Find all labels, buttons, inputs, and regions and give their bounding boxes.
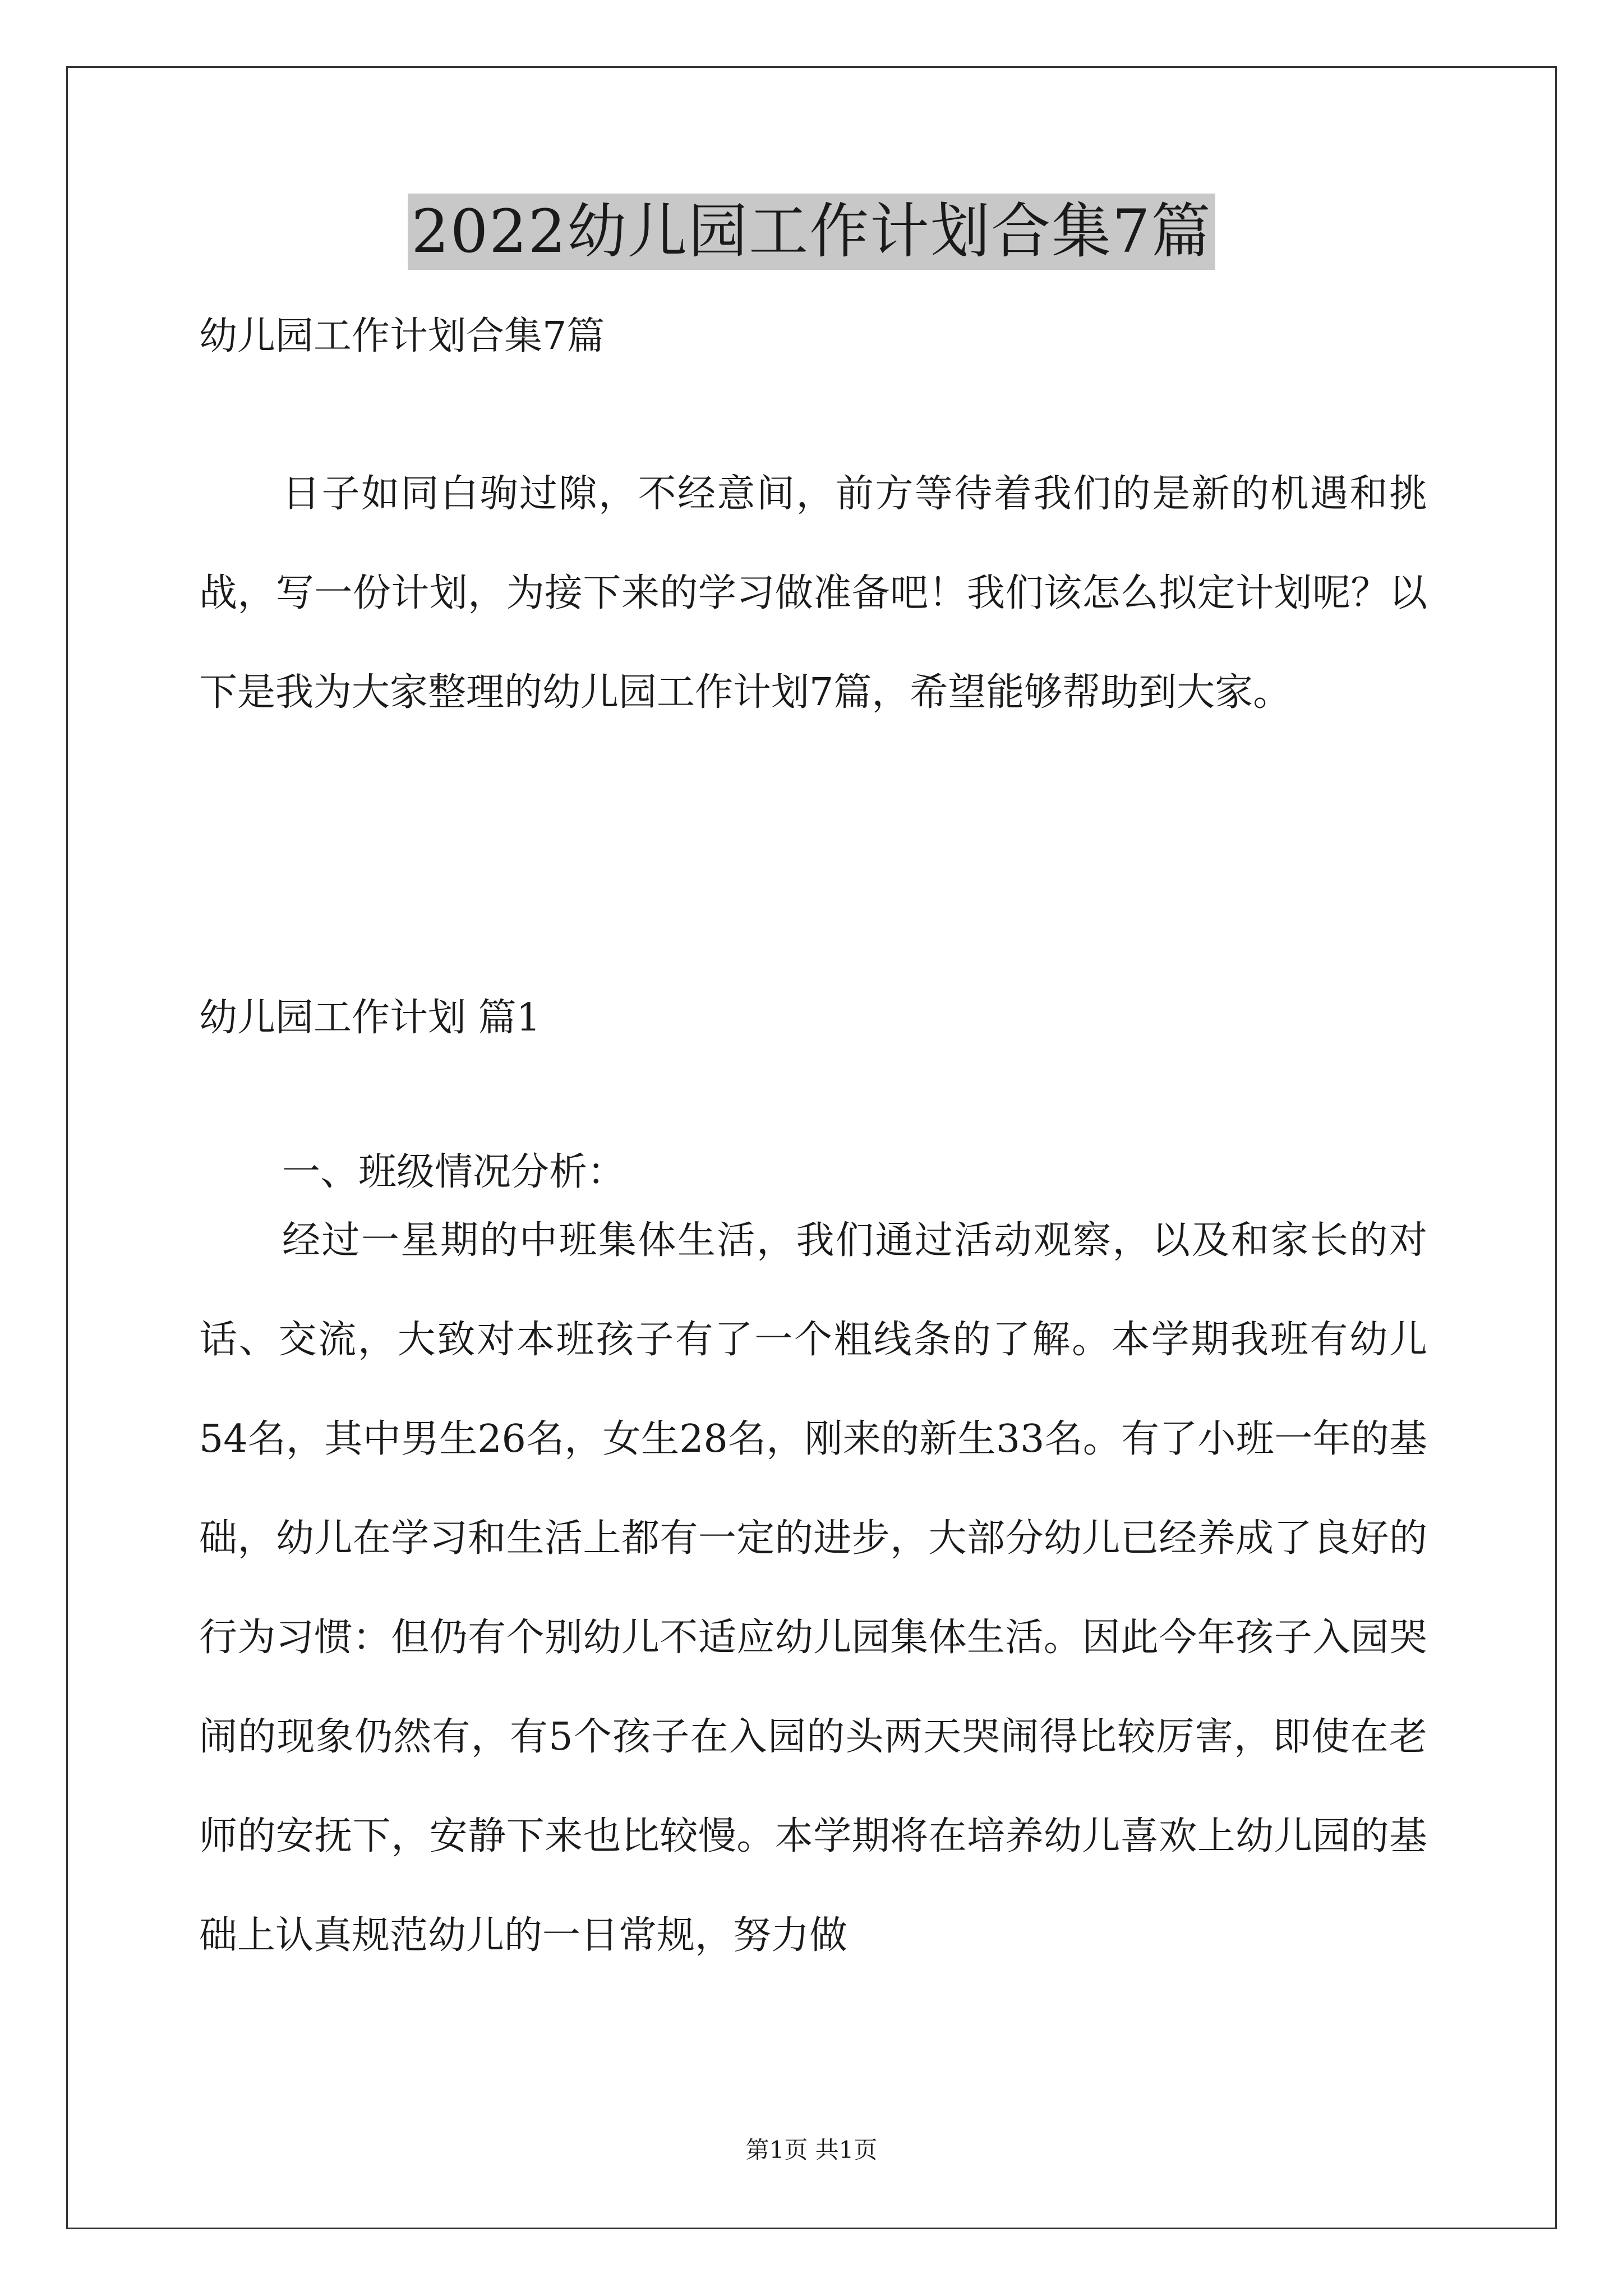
document-subtitle: 幼儿园工作计划合集7篇	[199, 314, 605, 358]
intro-paragraph: 日子如同白驹过隙，不经意间，前方等待着我们的是新的机遇和挑战，写一份计划，为接下来的学习做准备吧！我们该怎么拟定计划呢？以下是我为大家整理的幼儿园工作计划7篇，希望能够帮助到大家。	[199, 472, 1427, 715]
section-heading: 幼儿园工作计划 篇1	[199, 996, 541, 1040]
sub-heading: 一、班级情况分析：	[282, 1150, 626, 1194]
page-footer: 第1页 共1页	[745, 2136, 878, 2164]
body-paragraph: 经过一星期的中班集体生活，我们通过活动观察，以及和家长的对话、交流，大致对本班孩子有了一个粗线条的了解。本学期我班有幼儿54名，其中男生26名，女生28名，刚来的新生33名。有了小班一年的基础，幼儿在学习和生活上都有一定的进步，大部分幼儿已经养成了良好的行为习惯：但仍有个别幼儿不适应幼儿园集体生活。因此今年孩子入园哭闹的现象仍然有，有5个孩子在入园的头两天哭闹得比较厉害，即使在老师的安抚下，安静下来也比较慢。本学期将在培养幼儿喜欢上幼儿园的基础上认真规范幼儿的一日常规，努力做	[199, 1218, 1427, 1958]
title-container	[0, 194, 1623, 270]
document-title: 2022幼儿园工作计划合集7篇	[408, 194, 1215, 270]
